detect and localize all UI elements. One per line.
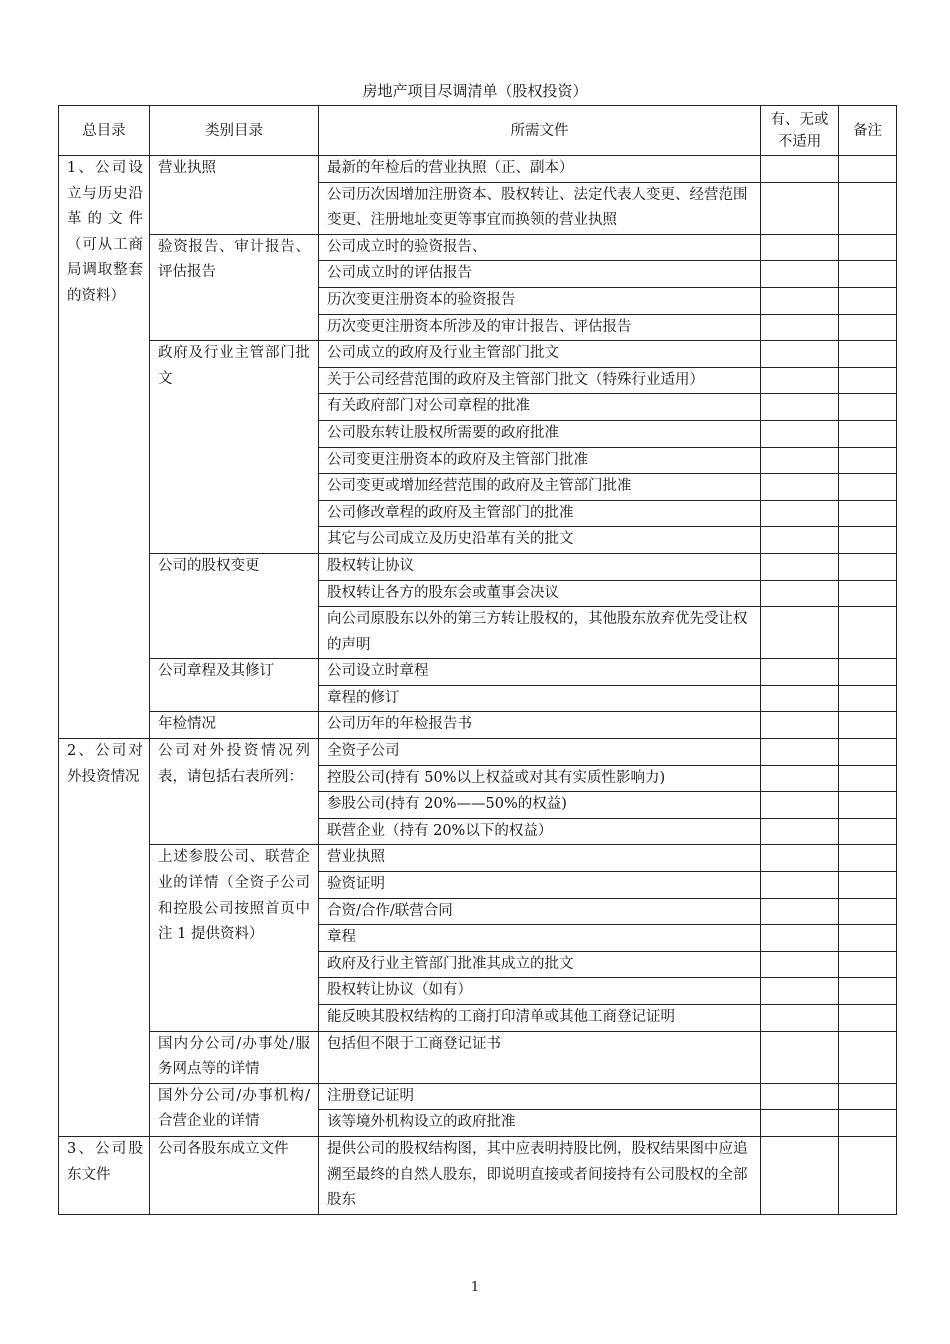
required-document: 能反映其股权结构的工商打印清单或其他工商登记证明	[319, 1005, 761, 1032]
required-document: 股权转让协议	[319, 553, 761, 580]
required-document: 最新的年检后的营业执照（正、副本）	[319, 156, 761, 183]
table-row	[59, 341, 897, 368]
availability-cell[interactable]	[761, 182, 839, 234]
remarks-cell[interactable]	[839, 394, 897, 421]
remarks-cell[interactable]	[839, 367, 897, 394]
availability-cell[interactable]	[761, 659, 839, 686]
availability-cell[interactable]	[761, 685, 839, 712]
remarks-cell[interactable]	[839, 1031, 897, 1083]
availability-cell[interactable]	[761, 527, 839, 554]
remarks-cell[interactable]	[839, 978, 897, 1005]
category-label: 公司各股东成立文件	[150, 1136, 319, 1214]
required-document: 提供公司的股权结构图，其中应表明持股比例，股权结果图中应追溯至最终的自然人股东，即说明直接或者间接持有公司股权的全部股东	[319, 1136, 761, 1214]
category-label: 国外分公司/办事机构/合营企业的详情	[150, 1083, 319, 1136]
availability-cell[interactable]	[761, 1136, 839, 1214]
table-row	[59, 156, 897, 183]
remarks-cell[interactable]	[839, 818, 897, 845]
availability-cell[interactable]	[761, 818, 839, 845]
required-document: 向公司原股东以外的第三方转让股权的，其他股东放弃优先受让权的声明	[319, 607, 761, 659]
remarks-cell[interactable]	[839, 1005, 897, 1032]
remarks-cell[interactable]	[839, 156, 897, 183]
required-document: 全资子公司	[319, 739, 761, 766]
availability-cell[interactable]	[761, 898, 839, 925]
remarks-cell[interactable]	[839, 792, 897, 819]
availability-cell[interactable]	[761, 156, 839, 183]
availability-cell[interactable]	[761, 1083, 839, 1110]
required-document: 营业执照	[319, 845, 761, 872]
required-document: 控股公司(持有 50%以上权益或对其有实质性影响力)	[319, 765, 761, 792]
required-document: 验资证明	[319, 872, 761, 899]
availability-cell[interactable]	[761, 287, 839, 314]
remarks-cell[interactable]	[839, 1136, 897, 1214]
availability-cell[interactable]	[761, 607, 839, 659]
required-document: 公司成立的政府及行业主管部门批文	[319, 341, 761, 368]
section-label: 3、公司股东文件	[59, 1136, 150, 1214]
table-row	[59, 845, 897, 872]
required-document: 公司修改章程的政府及主管部门的批准	[319, 500, 761, 527]
remarks-cell[interactable]	[839, 607, 897, 659]
remarks-cell[interactable]	[839, 739, 897, 766]
header-required-documents: 所需文件	[319, 106, 761, 156]
remarks-cell[interactable]	[839, 234, 897, 261]
availability-cell[interactable]	[761, 234, 839, 261]
remarks-cell[interactable]	[839, 765, 897, 792]
remarks-cell[interactable]	[839, 182, 897, 234]
category-label: 公司的股权变更	[150, 553, 319, 658]
required-document: 公司历年的年检报告书	[319, 712, 761, 739]
availability-cell[interactable]	[761, 951, 839, 978]
remarks-cell[interactable]	[839, 580, 897, 607]
category-label: 验资报告、审计报告、评估报告	[150, 234, 319, 340]
remarks-cell[interactable]	[839, 474, 897, 501]
required-document: 公司成立时的验资报告、	[319, 234, 761, 261]
remarks-cell[interactable]	[839, 261, 897, 288]
table-row	[59, 1083, 897, 1110]
required-document: 包括但不限于工商登记证书	[319, 1031, 761, 1083]
table-body	[59, 156, 897, 1215]
category-label: 上述参股公司、联营企业的详情（全资子公司和控股公司按照首页中注 1 提供资料）	[150, 845, 319, 1031]
table-row	[59, 659, 897, 686]
table-row	[59, 739, 897, 766]
required-document: 章程	[319, 925, 761, 952]
required-document: 政府及行业主管部门批准其成立的批文	[319, 951, 761, 978]
remarks-cell[interactable]	[839, 287, 897, 314]
required-document: 公司变更注册资本的政府及主管部门批准	[319, 447, 761, 474]
remarks-cell[interactable]	[839, 420, 897, 447]
remarks-cell[interactable]	[839, 527, 897, 554]
remarks-cell[interactable]	[839, 1110, 897, 1137]
availability-cell[interactable]	[761, 580, 839, 607]
section-label: 1、公司设立与历史沿革的文件（可从工商局调取整套的资料）	[59, 156, 150, 739]
table-row	[59, 553, 897, 580]
availability-cell[interactable]	[761, 712, 839, 739]
required-document: 历次变更注册资本的验资报告	[319, 287, 761, 314]
required-document: 关于公司经营范围的政府及主管部门批文（特殊行业适用）	[319, 367, 761, 394]
remarks-cell[interactable]	[839, 659, 897, 686]
availability-cell[interactable]	[761, 845, 839, 872]
remarks-cell[interactable]	[839, 712, 897, 739]
remarks-cell[interactable]	[839, 872, 897, 899]
table-row	[59, 1136, 897, 1214]
availability-cell[interactable]	[761, 553, 839, 580]
due-diligence-table	[58, 105, 897, 1215]
availability-cell[interactable]	[761, 261, 839, 288]
required-document: 该等境外机构设立的政府批准	[319, 1110, 761, 1137]
availability-cell[interactable]	[761, 474, 839, 501]
remarks-cell[interactable]	[839, 845, 897, 872]
availability-cell[interactable]	[761, 872, 839, 899]
page-number: 1	[470, 1280, 480, 1295]
remarks-cell[interactable]	[839, 341, 897, 368]
required-document: 参股公司(持有 20%——50%的权益)	[319, 792, 761, 819]
category-label: 营业执照	[150, 156, 319, 235]
required-document: 公司设立时章程	[319, 659, 761, 686]
section-label: 2、公司对外投资情况	[59, 739, 150, 1137]
category-label: 公司章程及其修订	[150, 659, 319, 712]
availability-cell[interactable]	[761, 1005, 839, 1032]
availability-cell[interactable]	[761, 500, 839, 527]
remarks-cell[interactable]	[839, 898, 897, 925]
header-availability: 有、无或不适用	[761, 106, 839, 156]
header-category-directory: 类别目录	[150, 106, 319, 156]
table-row	[59, 1031, 897, 1083]
availability-cell[interactable]	[761, 367, 839, 394]
remarks-cell[interactable]	[839, 951, 897, 978]
table-row	[59, 712, 897, 739]
category-label: 公司对外投资情况列表，请包括右表所列：	[150, 739, 319, 845]
required-document: 股权转让各方的股东会或董事会决议	[319, 580, 761, 607]
availability-cell[interactable]	[761, 447, 839, 474]
availability-cell[interactable]	[761, 792, 839, 819]
remarks-cell[interactable]	[839, 553, 897, 580]
availability-cell[interactable]	[761, 739, 839, 766]
availability-cell[interactable]	[761, 1110, 839, 1137]
required-document: 股权转让协议（如有）	[319, 978, 761, 1005]
table-row	[59, 234, 897, 261]
availability-cell[interactable]	[761, 314, 839, 341]
required-document: 注册登记证明	[319, 1083, 761, 1110]
category-label: 国内分公司/办事处/服务网点等的详情	[150, 1031, 319, 1083]
required-document: 章程的修订	[319, 685, 761, 712]
remarks-cell[interactable]	[839, 447, 897, 474]
availability-cell[interactable]	[761, 394, 839, 421]
required-document: 有关政府部门对公司章程的批准	[319, 394, 761, 421]
remarks-cell[interactable]	[839, 1083, 897, 1110]
remarks-cell[interactable]	[839, 685, 897, 712]
required-document: 历次变更注册资本所涉及的审计报告、评估报告	[319, 314, 761, 341]
header-general-directory: 总目录	[59, 106, 150, 156]
required-document: 合资/合作/联营合同	[319, 898, 761, 925]
availability-cell[interactable]	[761, 420, 839, 447]
required-document: 联营企业（持有 20%以下的权益）	[319, 818, 761, 845]
availability-cell[interactable]	[761, 1031, 839, 1083]
table-header-row	[59, 106, 897, 156]
category-label: 年检情况	[150, 712, 319, 739]
required-document: 公司股东转让股权所需要的政府批准	[319, 420, 761, 447]
required-document: 公司历次因增加注册资本、股权转让、法定代表人变更、经营范围变更、注册地址变更等事宜而换领的营业执照	[319, 182, 761, 234]
required-document: 公司变更或增加经营范围的政府及主管部门批准	[319, 474, 761, 501]
remarks-cell[interactable]	[839, 314, 897, 341]
availability-cell[interactable]	[761, 765, 839, 792]
document-title: 房地产项目尽调清单（股权投资）	[362, 82, 588, 100]
availability-cell[interactable]	[761, 978, 839, 1005]
header-remarks: 备注	[839, 106, 897, 156]
required-document: 公司成立时的评估报告	[319, 261, 761, 288]
remarks-cell[interactable]	[839, 925, 897, 952]
availability-cell[interactable]	[761, 341, 839, 368]
remarks-cell[interactable]	[839, 500, 897, 527]
availability-cell[interactable]	[761, 925, 839, 952]
required-document: 其它与公司成立及历史沿革有关的批文	[319, 527, 761, 554]
category-label: 政府及行业主管部门批文	[150, 341, 319, 554]
